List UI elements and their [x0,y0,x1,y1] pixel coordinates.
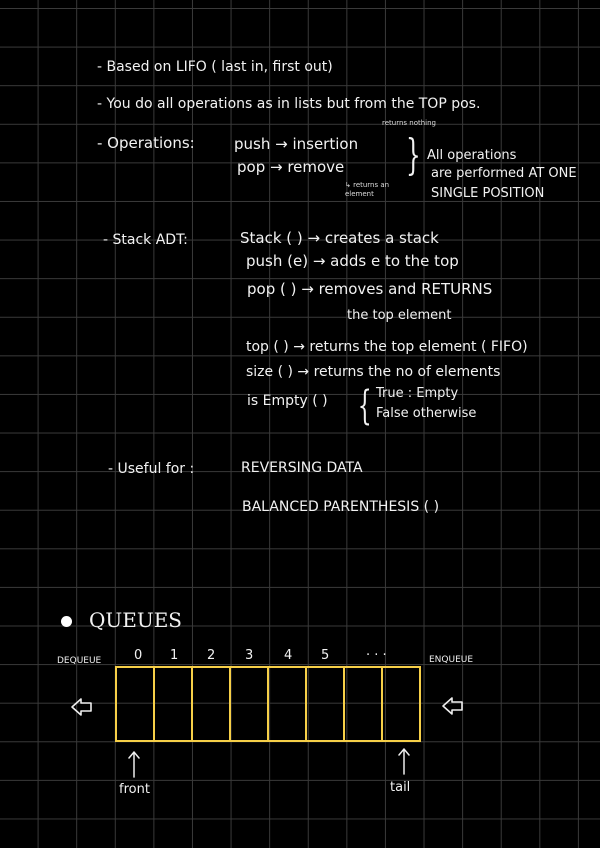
front-pointer-icon [127,750,141,778]
front-label: front [119,782,150,797]
is-empty-brace: { [357,383,372,429]
queue-array [115,666,421,742]
queue-cell [229,666,269,742]
useful-reversing: REVERSING DATA [241,460,363,476]
adt-size: size ( ) → returns the no of elements [246,364,501,380]
enqueue-label: ENQUEUE [429,655,474,665]
queue-index-3: 3 [245,648,254,663]
is-empty-false: False otherwise [376,406,477,421]
queue-cell [153,666,193,742]
queue-index-1: 1 [170,648,179,663]
queue-index-4: 4 [284,648,293,663]
adt-push: push (e) → adds e to the top [246,252,459,270]
returns-element-note: ↳ returns an element [345,181,390,198]
queue-cell [343,666,383,742]
operations-brace: } [406,130,421,179]
queue-cell [305,666,345,742]
queue-cell [115,666,155,742]
dequeue-arrow-icon [70,696,94,718]
useful-for-label: - Useful for : [108,461,195,477]
lifo-line: - Based on LIFO ( last in, first out) [97,59,333,75]
queues-title: QUEUES [89,608,183,632]
adt-is-empty: is Empty ( ) [247,393,328,409]
all-ops-line1: All operations [427,148,517,163]
adt-top: top ( ) → returns the top element ( FIFO) [246,339,528,355]
all-ops-line2: are performed AT ONE [431,166,577,181]
queue-index-0: 0 [134,648,143,663]
dequeue-label: DEQUEUE [57,656,102,666]
adt-pop: pop ( ) → removes and RETURNS [247,280,493,298]
tail-label: tail [390,780,411,795]
operations-label: - Operations: [97,134,195,152]
is-empty-true: True : Empty [376,386,459,401]
operations-top-line: - You do all operations as in lists but from the TOP pos. [97,96,481,112]
enqueue-arrow-icon [441,695,465,717]
push-insertion: push → insertion [234,135,359,153]
queue-index-ellipsis: . . . [366,644,387,659]
returns-nothing-note: returns nothing [382,119,437,127]
queue-cell [381,666,421,742]
adt-pop-continued: the top element [347,308,452,323]
queue-index-2: 2 [207,648,216,663]
queue-index-5: 5 [321,648,330,663]
tail-pointer-icon [397,747,411,775]
useful-balanced: BALANCED PARENTHESIS ( ) [242,499,440,515]
adt-stack: Stack ( ) → creates a stack [240,229,439,247]
all-ops-line3: SINGLE POSITION [431,186,545,201]
pop-remove: pop → remove [237,158,345,176]
queue-cell [191,666,231,742]
queue-cell [267,666,307,742]
stack-adt-label: - Stack ADT: [103,232,188,248]
section-bullet-icon [61,616,72,627]
